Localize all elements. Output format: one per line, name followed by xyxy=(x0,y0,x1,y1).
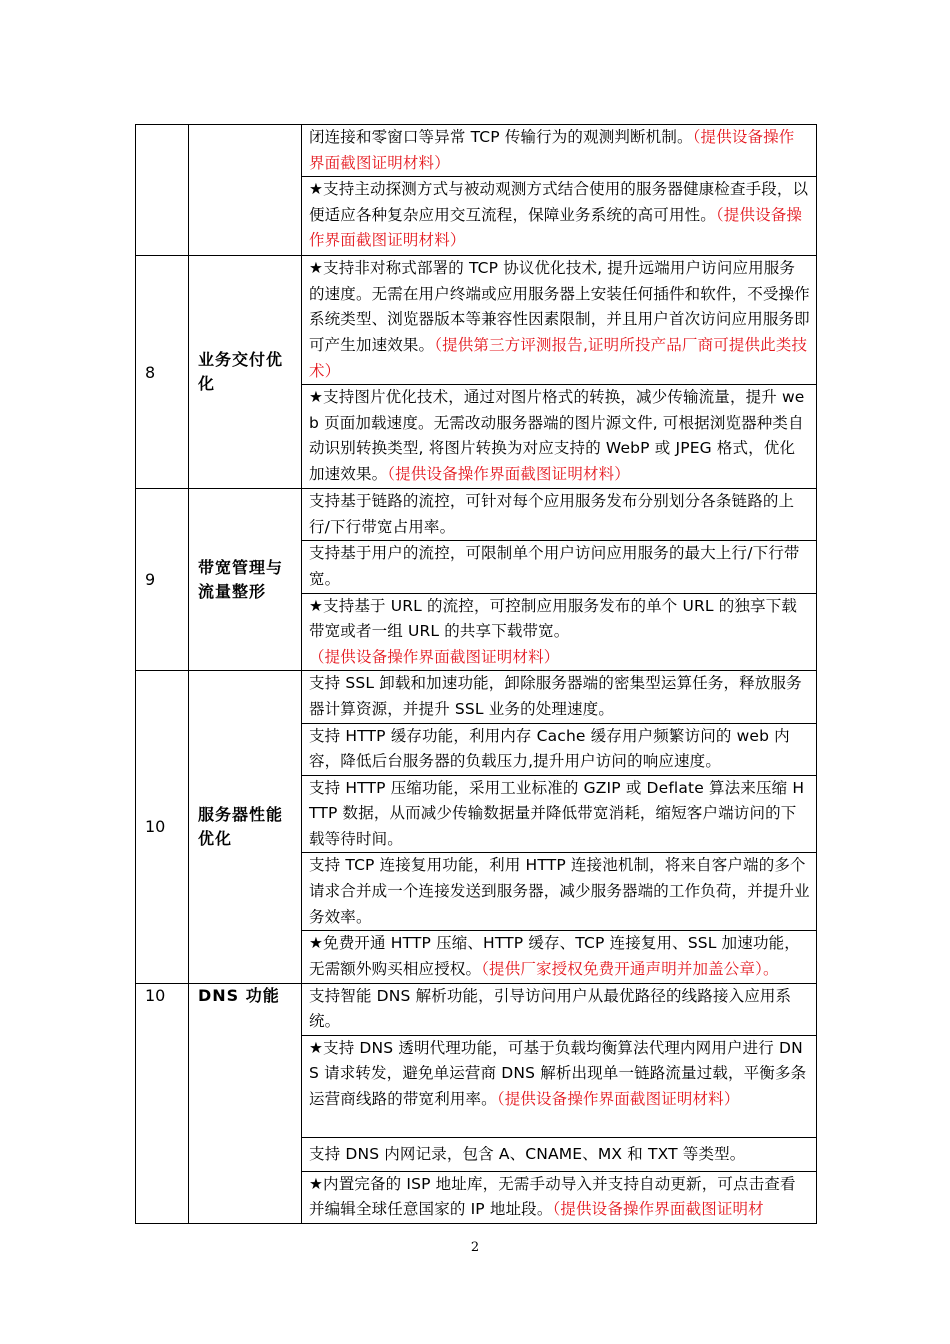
row-category: 业务交付优化 xyxy=(189,256,302,489)
row-number: 10 xyxy=(136,983,189,1223)
requirement-cell xyxy=(302,385,817,489)
requirement-cell xyxy=(302,1137,817,1171)
evidence-note: （提供设备操作界面截图证明材料） xyxy=(309,647,560,666)
requirement-text: ★支持 DNS 透明代理功能，可基于负载均衡算法代理内网用户进行 DNS 请求转发，避免单运营商 DNS 解析出现单一链路流量过载，平衡多条运营商线路的带宽利用率。 xyxy=(309,1038,807,1109)
requirement-cell xyxy=(302,489,817,541)
table-row xyxy=(136,256,817,385)
requirement-text: 支持 DNS 内网记录，包含 A、CNAME、MX 和 TXT 等类型。 xyxy=(309,1144,746,1163)
requirement-text: ★支持基于 URL 的流控，可控制应用服务发布的单个 URL 的独享下载带宽或者一组 URL 的共享下载带宽。 xyxy=(309,596,798,641)
requirement-cell xyxy=(302,1171,817,1223)
requirement-cell xyxy=(302,723,817,775)
row-category: 服务器性能优化 xyxy=(189,671,302,983)
requirement-text: ★免费开通 HTTP 压缩、HTTP 缓存、TCP 连接复用、SSL 加速功能，无需额外购买相应授权。 xyxy=(309,934,800,979)
table-row xyxy=(136,489,817,541)
row-number: 9 xyxy=(136,489,189,671)
evidence-note: （提供设备操作界面截图证明材料） xyxy=(387,464,630,483)
requirement-text: 支持 SSL 卸载和加速功能，卸除服务器端的密集型运算任务，释放服务器计算资源，并提升 SSL 业务的处理速度。 xyxy=(309,674,802,718)
table-row xyxy=(136,983,817,1035)
row-category: DNS 功能 xyxy=(189,983,302,1223)
requirement-cell xyxy=(302,593,817,671)
requirement-cell xyxy=(302,1035,817,1137)
row-category: 带宽管理与流量整形 xyxy=(189,489,302,671)
row-category xyxy=(189,125,302,256)
evidence-note: （提供设备操作界面截图证明材料） xyxy=(496,1090,740,1109)
row-number xyxy=(136,125,189,256)
requirement-text: 支持基于链路的流控，可针对每个应用服务发布分别划分各条链路的上行/下行带宽占用率。 xyxy=(309,492,795,536)
requirement-text: 闭连接和零窗口等异常 TCP 传输行为的观测判断机制。 xyxy=(309,128,693,146)
evidence-note: （提供设备操作界面截图证明材料） xyxy=(309,128,795,172)
requirement-cell xyxy=(302,931,817,983)
table-row xyxy=(136,671,817,723)
requirement-text: ★内置完备的 ISP 地址库，无需手动导入并支持自动更新，可点击查看并编辑全球任意国家的 IP 地址段。 xyxy=(309,1174,796,1219)
requirement-cell xyxy=(302,983,817,1035)
requirement-cell xyxy=(302,853,817,931)
requirement-text: 支持基于用户的流控，可限制单个用户访问应用服务的最大上行/下行带宽。 xyxy=(309,544,800,588)
requirement-cell xyxy=(302,541,817,593)
requirement-cell xyxy=(302,256,817,385)
requirement-text: 支持 HTTP 压缩功能，采用工业标准的 GZIP 或 Deflate 算法来压缩 HTTP 数据，从而减少传输数据量并降低带宽消耗，缩短客户端访问的下载等待时间。 xyxy=(309,778,805,848)
evidence-note: （提供设备操作界面截图证明材料） xyxy=(309,205,803,250)
requirement-text: 支持智能 DNS 解析功能，引导访问用户从最优路径的线路接入应用系统。 xyxy=(309,986,792,1031)
evidence-note: （提供设备操作界面截图证明材 xyxy=(552,1200,764,1219)
requirement-cell xyxy=(302,177,817,256)
row-number: 8 xyxy=(136,256,189,489)
page-number: 2 xyxy=(470,1240,480,1255)
requirement-cell xyxy=(302,775,817,853)
requirement-text: ★支持图片优化技术，通过对图片格式的转换，减少传输流量，提升 web 页面加载速度。无需改动服务器端的图片源文件, 可根据浏览器种类自动识别转换类型, 将图片转换为对应支持的 WebP 或 JPEG 格式，优化加速效果。 xyxy=(309,388,805,483)
requirement-text: 支持 TCP 连接复用功能，利用 HTTP 连接池机制，将来自客户端的多个请求合并成一个连接发送到服务器，减少服务器端的工作负荷，并提升业务效率。 xyxy=(309,856,810,926)
table-row xyxy=(136,125,817,177)
evidence-note: （提供厂家授权免费开通声明并加盖公章）。 xyxy=(481,960,779,979)
requirement-text: 支持 HTTP 缓存功能，利用内存 Cache 缓存用户频繁访问的 web 内容，降低后台服务器的负载压力,提升用户访问的响应速度。 xyxy=(309,726,790,771)
requirement-cell xyxy=(302,671,817,723)
requirement-cell xyxy=(302,125,817,177)
evidence-note: （提供第三方评测报告,证明所投产品厂商可提供此类技术） xyxy=(309,335,808,380)
spec-table xyxy=(135,124,817,1224)
row-number: 10 xyxy=(136,671,189,983)
requirement-text: ★支持主动探测方式与被动观测方式结合使用的服务器健康检查手段，以便适应各种复杂应用交互流程，保障业务系统的高可用性。 xyxy=(309,180,809,224)
requirement-text: ★支持非对称式部署的 TCP 协议优化技术, 提升远端用户访问应用服务的速度。无需在用户终端或应用服务器上安装任何插件和软件，不受操作系统类型、浏览器版本等兼容性因素限制，并且用户首次访问应用服务即可产生加速效果。 xyxy=(309,259,810,354)
